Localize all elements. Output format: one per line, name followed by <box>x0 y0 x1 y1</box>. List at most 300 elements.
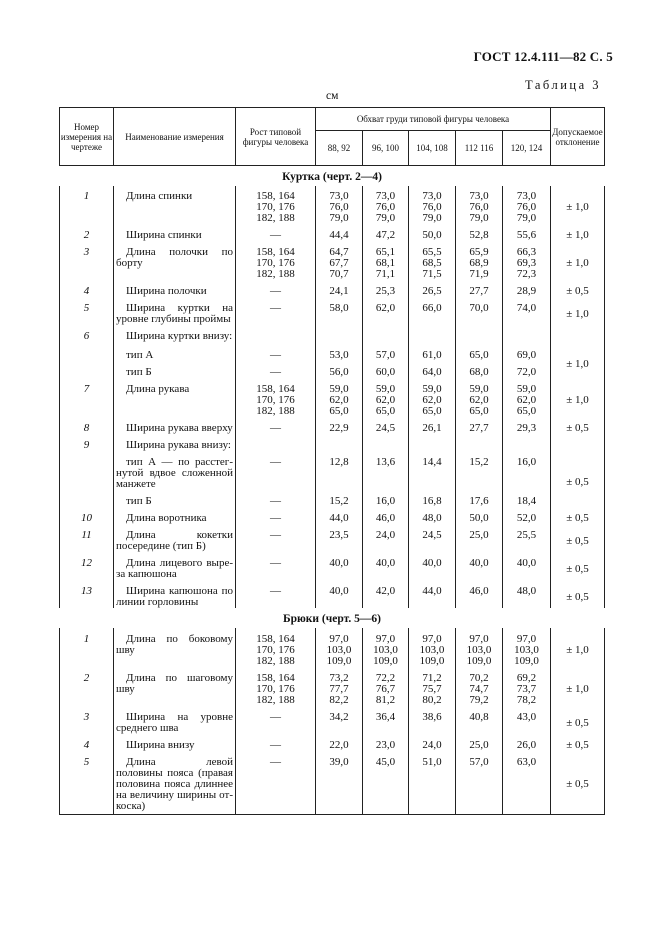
row-number: 2 <box>60 224 114 241</box>
cell-line: 71,9 <box>469 268 489 280</box>
row-height <box>236 342 316 361</box>
cell-line: 158, 164 <box>256 190 295 202</box>
row-name <box>114 751 236 815</box>
row-height <box>236 490 316 507</box>
row-value <box>456 325 503 342</box>
row-name-text: тип А <box>126 349 154 361</box>
row-value <box>456 280 503 297</box>
row-name <box>114 524 236 552</box>
row-value <box>503 186 551 224</box>
row-name <box>114 667 236 706</box>
row-value <box>409 280 456 297</box>
row-name <box>114 417 236 434</box>
cell-line: 65,1 <box>375 246 396 258</box>
row-name <box>114 280 236 297</box>
row-height <box>236 580 316 608</box>
cell-line: 76,0 <box>375 201 396 213</box>
cell-line: 72,3 <box>516 268 537 280</box>
row-value <box>363 325 409 342</box>
row-value <box>503 417 551 434</box>
cell-line: 109,0 <box>373 655 398 667</box>
section-title: Куртка (черт. 2—4) <box>282 171 382 183</box>
row-value <box>456 297 503 325</box>
row-name-text: Ширина капюшона по линии горловины <box>116 585 233 608</box>
cell-line: 73,0 <box>469 190 489 202</box>
row-value <box>409 524 456 552</box>
row-value <box>456 552 503 580</box>
row-name-text: Длина кокетки посередине (тип Б) <box>116 529 233 552</box>
cell-line: — <box>270 456 281 468</box>
row-tolerance: ± 0,5 <box>551 734 605 751</box>
cell-line: 69,3 <box>516 257 537 269</box>
cell-line: 25,5 <box>516 529 537 541</box>
cell-line: 72,0 <box>516 366 537 378</box>
row-name-text: Ширина рукава внизу: <box>126 439 231 451</box>
row-name <box>114 434 236 451</box>
row-name-text: Длина воротника <box>126 512 207 524</box>
cell-line: 64,7 <box>329 246 349 258</box>
row-tolerance: ± 1,0 <box>551 224 605 241</box>
cell-line: 73,0 <box>422 190 442 202</box>
row-number: 13 <box>60 580 114 608</box>
row-value <box>316 186 363 224</box>
cell-line: 52,8 <box>469 229 489 241</box>
row-height <box>236 280 316 297</box>
cell-line: 64,0 <box>422 366 442 378</box>
cell-line: 182, 188 <box>256 405 295 417</box>
cell-line: 82,2 <box>329 694 349 706</box>
cell-line: 77,7 <box>329 683 349 695</box>
row-value <box>363 297 409 325</box>
row-value <box>409 241 456 280</box>
cell-line: 97,0 <box>469 633 489 645</box>
cell-line: 74,0 <box>516 302 537 314</box>
row-value <box>316 734 363 751</box>
row-value <box>456 186 503 224</box>
table-row <box>60 552 605 580</box>
col-header-size: 88, 92 <box>316 131 363 166</box>
row-name-text: тип Б <box>126 495 152 507</box>
cell-line: 12,8 <box>329 456 349 468</box>
row-value <box>316 580 363 608</box>
row-value <box>363 751 409 815</box>
row-value <box>503 667 551 706</box>
row-number: 12 <box>60 552 114 580</box>
row-tolerance: ± 0,5 <box>551 507 605 524</box>
row-value <box>456 241 503 280</box>
cell-line: 53,0 <box>329 349 349 361</box>
row-tolerance: ± 1,0 <box>551 378 605 417</box>
row-value <box>456 224 503 241</box>
cell-line: 18,4 <box>516 495 537 507</box>
row-name <box>114 342 236 361</box>
cell-line: 40,8 <box>469 711 489 723</box>
cell-line: 24,0 <box>422 739 442 751</box>
cell-line: 24,5 <box>422 529 442 541</box>
cell-line: 44,0 <box>329 512 349 524</box>
row-name <box>114 706 236 734</box>
cell-line: 170, 176 <box>256 644 295 656</box>
cell-line: 26,5 <box>422 285 442 297</box>
cell-line: 170, 176 <box>256 201 295 213</box>
row-name <box>114 241 236 280</box>
row-value <box>409 297 456 325</box>
cell-line: 26,1 <box>422 422 442 434</box>
row-tolerance: ± 0,5 <box>551 706 605 734</box>
cell-line: 62,0 <box>375 302 396 314</box>
cell-line: 79,0 <box>329 212 349 224</box>
row-number <box>60 451 114 490</box>
row-name <box>114 378 236 417</box>
row-value <box>316 378 363 417</box>
row-value <box>409 325 456 342</box>
col-header-size: 104, 108 <box>409 131 456 166</box>
col-header-size: 112 116 <box>456 131 503 166</box>
col-header-size: 96, 100 <box>363 131 409 166</box>
row-value <box>363 552 409 580</box>
cell-line: 81,2 <box>375 694 396 706</box>
row-name <box>114 507 236 524</box>
row-name <box>114 325 236 342</box>
cell-line: 62,0 <box>422 394 442 406</box>
row-value <box>363 186 409 224</box>
cell-line: 38,6 <box>422 711 442 723</box>
row-name-text: Ширина внизу <box>126 739 195 751</box>
row-value <box>409 378 456 417</box>
cell-line: 36,4 <box>375 711 396 723</box>
cell-line: 170, 176 <box>256 683 295 695</box>
cell-line: 76,7 <box>375 683 396 695</box>
cell-line: 65,0 <box>329 405 349 417</box>
cell-line: 59,0 <box>469 383 489 395</box>
row-name-text: Длина левой половины пояса (правая половина пояса длиннее на величину ширины откоска) <box>116 756 233 812</box>
row-value <box>316 552 363 580</box>
measurements-table <box>59 107 605 815</box>
cell-line: 74,7 <box>469 683 489 695</box>
row-tolerance: ± 0,5 <box>551 552 605 580</box>
cell-line: 24,0 <box>375 529 396 541</box>
row-name <box>114 361 236 378</box>
cell-line: 52,0 <box>516 512 537 524</box>
row-value <box>363 241 409 280</box>
cell-line: 40,0 <box>329 585 349 597</box>
row-name-text: тип А — по расстегнутой вдвое сложенной манжете <box>116 456 233 490</box>
cell-line: 40,0 <box>375 557 396 569</box>
table-row <box>60 490 605 507</box>
cell-line: 76,0 <box>329 201 349 213</box>
cell-line: 13,6 <box>375 456 396 468</box>
cell-line: 70,0 <box>469 302 489 314</box>
cell-line: — <box>270 739 281 751</box>
units-label: см <box>326 90 339 102</box>
cell-line: 182, 188 <box>256 694 295 706</box>
cell-line: 25,0 <box>469 529 489 541</box>
row-name-text: Ширина куртки внизу: <box>126 330 233 342</box>
row-number <box>60 342 114 361</box>
row-value <box>456 451 503 490</box>
cell-line: 97,0 <box>422 633 442 645</box>
row-number: 5 <box>60 297 114 325</box>
cell-line: 23,5 <box>329 529 349 541</box>
row-value <box>503 241 551 280</box>
cell-line: 69,2 <box>516 672 537 684</box>
row-value <box>503 434 551 451</box>
cell-line: 170, 176 <box>256 394 295 406</box>
cell-line: 66,0 <box>422 302 442 314</box>
cell-line: 28,9 <box>516 285 537 297</box>
cell-line: 39,0 <box>329 756 349 768</box>
cell-line: 158, 164 <box>256 672 295 684</box>
row-value <box>409 580 456 608</box>
cell-line: 103,0 <box>326 644 352 656</box>
row-value <box>456 628 503 667</box>
table-row <box>60 297 605 325</box>
cell-line: 71,1 <box>375 268 396 280</box>
cell-line: 73,7 <box>516 683 537 695</box>
row-value <box>363 734 409 751</box>
cell-line: — <box>270 285 281 297</box>
row-number: 10 <box>60 507 114 524</box>
row-name-text: Ширина на уровне среднего шва <box>116 711 233 734</box>
row-tolerance: ± 0,5 <box>551 451 605 507</box>
cell-line: 57,0 <box>469 756 489 768</box>
row-value <box>316 280 363 297</box>
row-value <box>409 224 456 241</box>
row-value <box>316 241 363 280</box>
table-row <box>60 224 605 241</box>
cell-line: — <box>270 302 281 314</box>
row-number: 11 <box>60 524 114 552</box>
row-value <box>456 490 503 507</box>
row-name <box>114 734 236 751</box>
row-height <box>236 325 316 342</box>
cell-line: 79,0 <box>422 212 442 224</box>
row-value <box>456 667 503 706</box>
row-value <box>409 706 456 734</box>
cell-line: 69,0 <box>516 349 537 361</box>
row-height <box>236 241 316 280</box>
row-name-text: Длина спинки <box>126 190 193 202</box>
row-value <box>363 524 409 552</box>
row-height <box>236 667 316 706</box>
cell-line: 109,0 <box>326 655 352 667</box>
row-value <box>316 507 363 524</box>
cell-line: 44,0 <box>422 585 442 597</box>
row-value <box>503 628 551 667</box>
cell-line: 47,2 <box>375 229 396 241</box>
cell-line: 62,0 <box>516 394 537 406</box>
table-row <box>60 417 605 434</box>
row-value <box>503 552 551 580</box>
row-number: 4 <box>60 280 114 297</box>
row-height <box>236 224 316 241</box>
row-value <box>503 734 551 751</box>
row-name-text: Длина лицевого выреза капюшона <box>116 557 233 580</box>
cell-line: 70,7 <box>329 268 349 280</box>
row-height <box>236 417 316 434</box>
row-value <box>409 552 456 580</box>
cell-line: 40,0 <box>329 557 349 569</box>
cell-line: 59,0 <box>375 383 396 395</box>
row-tolerance: ± 1,0 <box>551 186 605 224</box>
cell-line: 70,2 <box>469 672 489 684</box>
row-value <box>363 451 409 490</box>
cell-line: 58,0 <box>329 302 349 314</box>
cell-line: — <box>270 585 281 597</box>
cell-line: 26,0 <box>516 739 537 751</box>
col-header-chest-girth: Обхват груди типовой фигуры человека <box>316 108 551 131</box>
cell-line: 79,0 <box>516 212 537 224</box>
cell-line: 22,9 <box>329 422 349 434</box>
row-height <box>236 507 316 524</box>
cell-line: 65,0 <box>469 405 489 417</box>
row-tolerance: ± 1,0 <box>551 628 605 667</box>
row-value <box>503 524 551 552</box>
row-tolerance: ± 1,0 <box>551 667 605 706</box>
cell-line: 25,3 <box>375 285 396 297</box>
table-row <box>60 667 605 706</box>
row-value <box>363 361 409 378</box>
row-number: 7 <box>60 378 114 417</box>
table-row <box>60 280 605 297</box>
cell-line: 61,0 <box>422 349 442 361</box>
cell-line: 182, 188 <box>256 212 295 224</box>
row-height <box>236 434 316 451</box>
row-number: 4 <box>60 734 114 751</box>
section-title: Брюки (черт. 5—6) <box>283 613 381 625</box>
cell-line: — <box>270 512 281 524</box>
table-row <box>60 241 605 280</box>
cell-line: 158, 164 <box>256 383 295 395</box>
cell-line: 68,5 <box>422 257 442 269</box>
col-header-size: 120, 124 <box>503 131 551 166</box>
row-name <box>114 224 236 241</box>
cell-line: 42,0 <box>375 585 396 597</box>
section-header-row <box>60 608 605 628</box>
table-row <box>60 342 605 361</box>
row-height <box>236 297 316 325</box>
row-value <box>363 280 409 297</box>
row-value <box>316 524 363 552</box>
row-value <box>456 342 503 361</box>
table-row <box>60 451 605 490</box>
row-value <box>456 706 503 734</box>
cell-line: 97,0 <box>329 633 349 645</box>
cell-line: 51,0 <box>422 756 442 768</box>
cell-line: 48,0 <box>422 512 442 524</box>
table-row <box>60 507 605 524</box>
table-row <box>60 628 605 667</box>
row-value <box>316 325 363 342</box>
cell-line: 57,0 <box>375 349 396 361</box>
row-tolerance: ± 0,5 <box>551 417 605 434</box>
row-value <box>363 507 409 524</box>
row-value <box>363 434 409 451</box>
row-name <box>114 552 236 580</box>
cell-line: 109,0 <box>466 655 492 667</box>
cell-line: 62,0 <box>375 394 396 406</box>
row-value <box>363 706 409 734</box>
row-value <box>409 451 456 490</box>
row-value <box>503 580 551 608</box>
row-value <box>316 490 363 507</box>
row-value <box>456 580 503 608</box>
cell-line: 73,0 <box>516 190 537 202</box>
cell-line: 40,0 <box>422 557 442 569</box>
cell-line: 27,7 <box>469 422 489 434</box>
col-header-height: Рост типовой фигуры человека <box>236 108 316 166</box>
cell-line: 97,0 <box>516 633 537 645</box>
cell-line: 79,0 <box>375 212 396 224</box>
row-height <box>236 361 316 378</box>
table-row <box>60 706 605 734</box>
cell-line: — <box>270 422 281 434</box>
cell-line: 16,8 <box>422 495 442 507</box>
row-number: 1 <box>60 628 114 667</box>
cell-line: 71,5 <box>422 268 442 280</box>
table-row <box>60 524 605 552</box>
cell-line: 29,3 <box>516 422 537 434</box>
row-height <box>236 524 316 552</box>
cell-line: 22,0 <box>329 739 349 751</box>
row-height <box>236 451 316 490</box>
cell-line: 25,0 <box>469 739 489 751</box>
row-value <box>316 451 363 490</box>
row-number: 3 <box>60 241 114 280</box>
row-value <box>409 667 456 706</box>
row-tolerance: ± 0,5 <box>551 280 605 297</box>
row-height <box>236 751 316 815</box>
row-name-text: тип Б <box>126 366 152 378</box>
cell-line: 46,0 <box>469 585 489 597</box>
cell-line: 158, 164 <box>256 633 295 645</box>
cell-line: 79,0 <box>469 212 489 224</box>
row-tolerance: ± 1,0 <box>551 342 605 378</box>
table-row <box>60 434 605 451</box>
table-row <box>60 325 605 342</box>
cell-line: — <box>270 711 281 723</box>
cell-line: — <box>270 529 281 541</box>
cell-line: 182, 188 <box>256 655 295 667</box>
cell-line: 73,0 <box>329 190 349 202</box>
row-value <box>409 434 456 451</box>
row-tolerance <box>551 325 605 342</box>
col-header-tolerance: Допускаемое отклонение <box>551 108 605 166</box>
cell-line: 56,0 <box>329 366 349 378</box>
table-row <box>60 361 605 378</box>
row-value <box>503 706 551 734</box>
cell-line: 43,0 <box>516 711 537 723</box>
cell-line: 27,7 <box>469 285 489 297</box>
row-value <box>456 507 503 524</box>
cell-line: 48,0 <box>516 585 537 597</box>
row-value <box>456 434 503 451</box>
cell-line: 68,1 <box>375 257 396 269</box>
table-row <box>60 734 605 751</box>
cell-line: 65,0 <box>469 349 489 361</box>
row-value <box>409 361 456 378</box>
row-value <box>316 628 363 667</box>
cell-line: — <box>270 229 281 241</box>
row-value <box>456 417 503 434</box>
section-header-row <box>60 166 605 187</box>
row-value <box>316 751 363 815</box>
row-number <box>60 490 114 507</box>
row-value <box>316 417 363 434</box>
cell-line: 16,0 <box>516 456 537 468</box>
cell-line: 73,2 <box>329 672 349 684</box>
row-tolerance: ± 1,0 <box>551 241 605 280</box>
